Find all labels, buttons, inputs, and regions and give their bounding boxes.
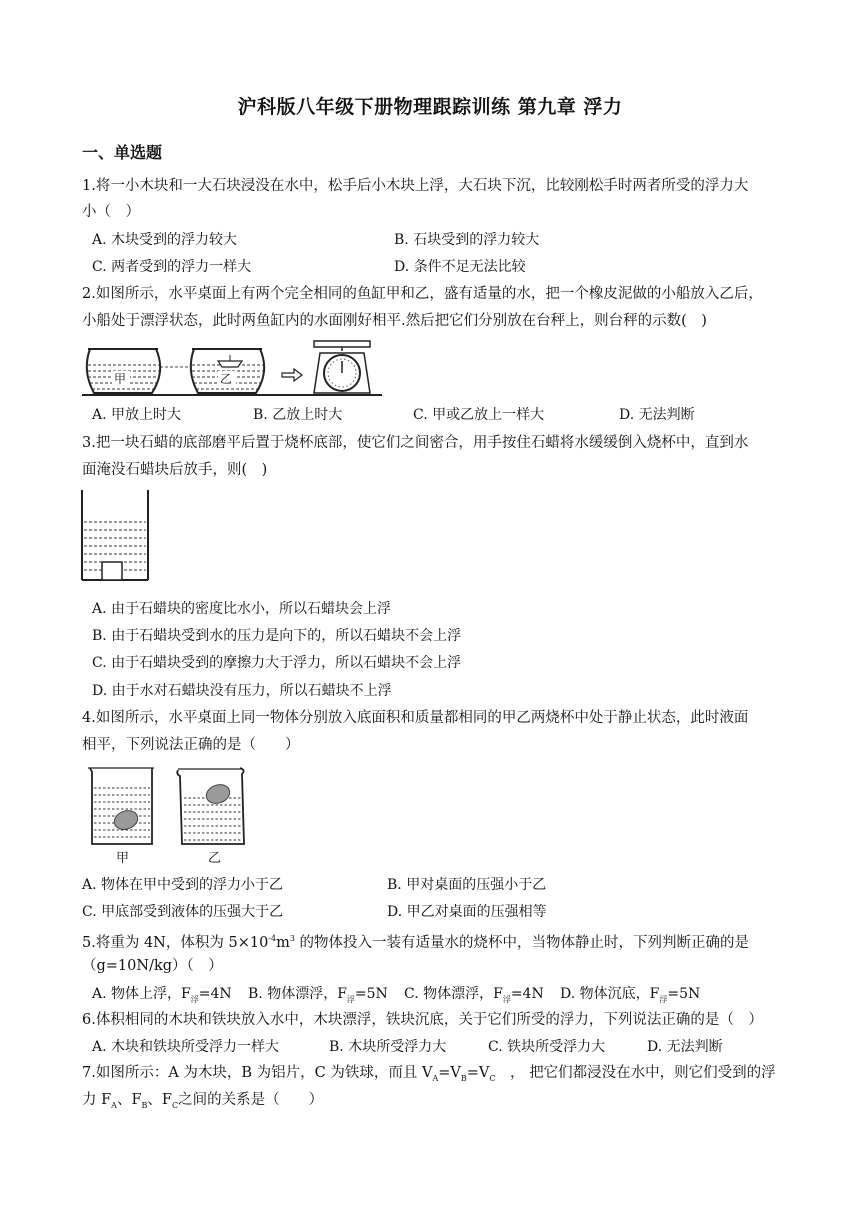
question-2-line-2: 小船处于漂浮状态，此时两鱼缸内的水面刚好相平.然后把它们分别放在台秤上，则台秤的示数( ) bbox=[82, 313, 707, 329]
section-heading: 一、单选题 bbox=[82, 143, 163, 162]
question-3-line-2: 面淹没石蜡块后放手，则( ) bbox=[82, 462, 268, 478]
q4-option-b[interactable]: B. 甲对桌面的压强小于乙 bbox=[387, 877, 547, 893]
q4-option-a[interactable]: A. 物体在甲中受到的浮力小于乙 bbox=[82, 877, 284, 893]
question-7-line-1: 7.如图所示：A 为木块，B 为铝片，C 为铁球，而且 $V_A=V_B=V_C$ ， 把它们都浸没在水中，则它们受到的浮 bbox=[82, 1065, 776, 1083]
tank-label-jia: 甲 bbox=[114, 372, 127, 386]
q5-option-d[interactable]: D. 物体沉底，$F_浮=5N$ bbox=[560, 986, 701, 1004]
q1-option-b[interactable]: B. 石块受到的浮力较大 bbox=[394, 232, 540, 248]
beaker-label-yi: 乙 bbox=[208, 851, 222, 866]
fish-tank-scale-figure bbox=[82, 335, 382, 399]
q2-option-a[interactable]: A. 甲放上时大 bbox=[92, 407, 182, 423]
q4-option-d[interactable]: D. 甲乙对桌面的压强相等 bbox=[387, 904, 547, 920]
q6-option-c[interactable]: C. 铁块所受浮力大 bbox=[488, 1039, 606, 1055]
q1-option-d[interactable]: D. 条件不足无法比较 bbox=[394, 259, 526, 275]
question-1-line-1: 1.将一小木块和一大石块浸没在水中，松手后小木块上浮，大石块下沉，比较刚松手时两者所受的浮力大 bbox=[82, 178, 749, 194]
q2-option-d[interactable]: D. 无法判断 bbox=[619, 407, 695, 423]
question-6-line-1: 6.体积相同的木块和铁块放入水中，木块漂浮，铁块沉底，关于它们所受的浮力，下列说法正确的是（ ） bbox=[82, 1012, 763, 1028]
tank-label-yi: 乙 bbox=[220, 372, 233, 386]
question-2-line-1: 2.如图所示，水平桌面上有两个完全相同的鱼缸甲和乙，盛有适量的水，把一个橡皮泥做的小船放入乙后， bbox=[82, 286, 763, 302]
q3-option-a[interactable]: A. 由于石蜡块的密度比水小，所以石蜡块会上浮 bbox=[92, 601, 392, 617]
q5-option-c[interactable]: C. 物体漂浮，$F_浮=4N$ bbox=[404, 986, 544, 1004]
q3-option-b[interactable]: B. 由于石蜡块受到水的压力是向下的，所以石蜡块不会上浮 bbox=[92, 628, 462, 644]
beaker-paraffin-figure bbox=[80, 490, 152, 584]
q5-option-b[interactable]: B. 物体漂浮，$F_浮=5N$ bbox=[248, 986, 388, 1004]
question-5-line-2: （g=10N/kg）（ ） bbox=[82, 958, 223, 974]
q6-option-a[interactable]: A. 木块和铁块所受浮力一样大 bbox=[92, 1039, 280, 1055]
beaker-label-jia: 甲 bbox=[116, 851, 130, 866]
two-beakers-figure bbox=[86, 764, 256, 868]
q1-option-a[interactable]: A. 木块受到的浮力较大 bbox=[92, 232, 238, 248]
q3-option-d[interactable]: D. 由于水对石蜡块没有压力，所以石蜡块不上浮 bbox=[92, 683, 392, 699]
page-title: 沪科版八年级下册物理跟踪训练 第九章 浮力 bbox=[237, 96, 623, 118]
question-4-line-2: 相平，下列说法正确的是（ ） bbox=[82, 737, 300, 753]
q2-option-b[interactable]: B. 乙放上时大 bbox=[253, 407, 343, 423]
question-1-line-2: 小（ ） bbox=[82, 204, 140, 220]
q6-option-b[interactable]: B. 木块所受浮力大 bbox=[329, 1039, 447, 1055]
question-5-line-1: 5.将重为 4N，体积为 $5\times 10^{-4}m^3$ 的物体投入一装有适量水的烧杯中，当物体静止时，下列判断正确的是 bbox=[82, 934, 750, 951]
q4-option-c[interactable]: C. 甲底部受到液体的压强大于乙 bbox=[82, 904, 284, 920]
q6-option-d[interactable]: D. 无法判断 bbox=[647, 1039, 723, 1055]
q3-option-c[interactable]: C. 由于石蜡块受到的摩擦力大于浮力，所以石蜡块不会上浮 bbox=[92, 655, 462, 671]
q2-option-c[interactable]: C. 甲或乙放上一样大 bbox=[413, 407, 545, 423]
q5-option-a[interactable]: A. 物体上浮，$F_浮=4N$ bbox=[92, 986, 232, 1004]
question-7-line-2: 力 $F_A$、$F_B$、$F_C$之间的关系是（ ） bbox=[82, 1092, 324, 1110]
question-4-line-1: 4.如图所示，水平桌面上同一物体分别放入底面积和质量都相同的甲乙两烧杯中处于静止状态，此时液面 bbox=[82, 710, 749, 726]
question-3-line-1: 3.把一块石蜡的底部磨平后置于烧杯底部，使它们之间密合，用手按住石蜡将水缓缓倒入烧杯中，直到水 bbox=[82, 435, 749, 451]
q1-option-c[interactable]: C. 两者受到的浮力一样大 bbox=[92, 259, 252, 275]
